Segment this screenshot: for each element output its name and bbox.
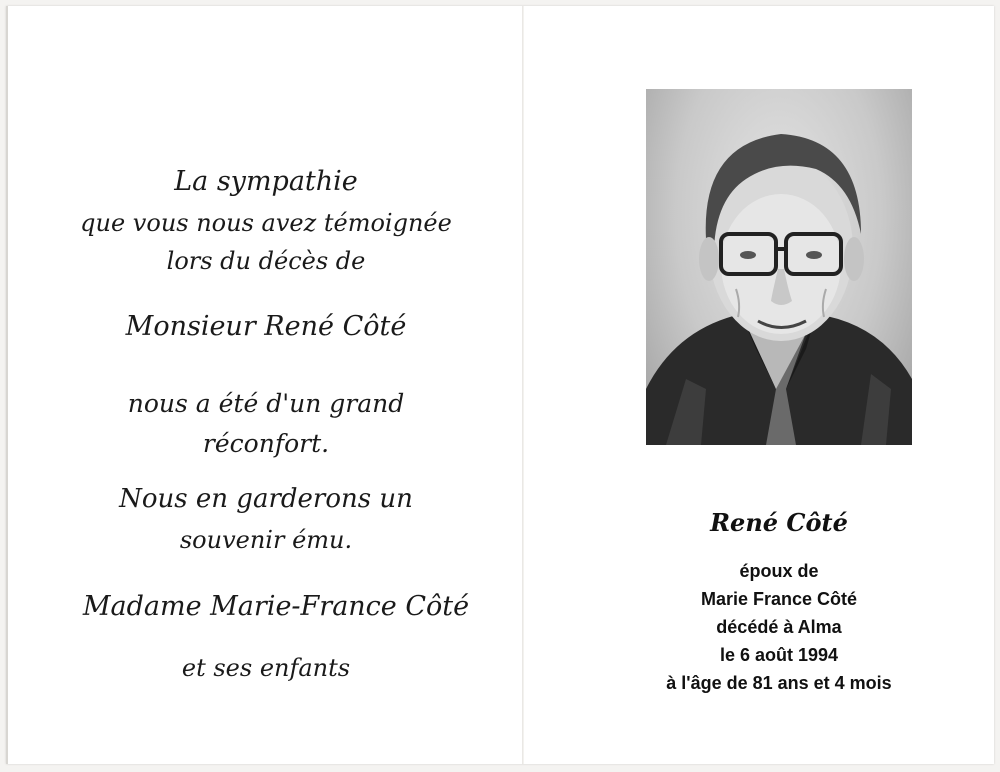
family-line: et ses enfants [181, 654, 351, 682]
portrait-illustration [646, 89, 912, 445]
message-line: lors du décès de [166, 247, 366, 275]
message-line: Nous en garderons un [119, 484, 413, 514]
obituary-panel [524, 6, 994, 764]
message-line: nous a été d'un grand [127, 389, 405, 418]
family-name: Madame Marie-France Côté [82, 591, 470, 622]
spouse-name: Marie France Côté [700, 589, 858, 609]
deceased-name: Monsieur René Côté [125, 311, 407, 342]
message-line: souvenir ému. [179, 526, 353, 554]
age-at-death: à l'âge de 81 ans et 4 mois [666, 673, 892, 693]
death-place: décédé à Alma [716, 617, 842, 637]
message-line: que vous nous avez témoignée [80, 209, 452, 237]
portrait-photo [646, 89, 912, 445]
deceased-name-heading: René Côté [710, 508, 848, 537]
greeting-line: La sympathie [174, 166, 358, 197]
spouse-label: époux de [739, 561, 819, 581]
death-date: le 6 août 1994 [719, 645, 839, 665]
message-line: réconfort. [202, 429, 330, 458]
thank-you-panel [6, 6, 522, 764]
memorial-card [6, 6, 994, 764]
